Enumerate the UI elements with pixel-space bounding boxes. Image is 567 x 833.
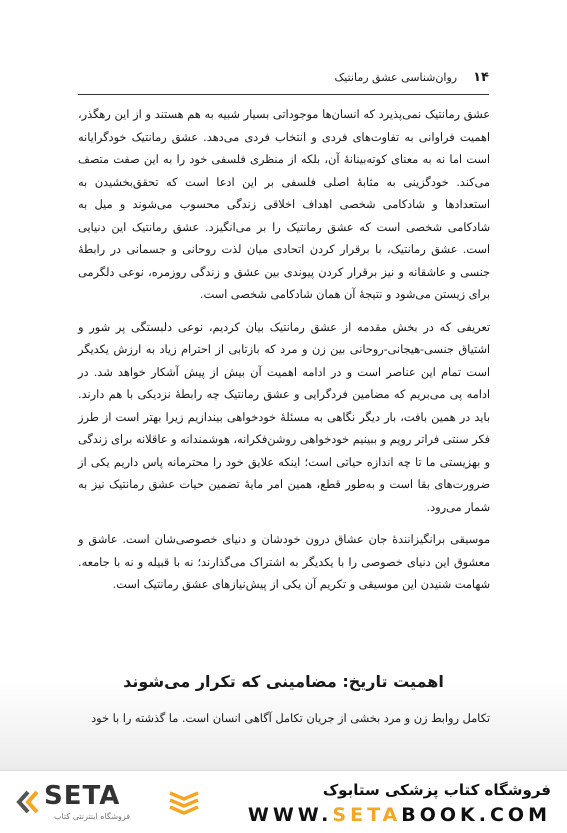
book-icon [166, 783, 202, 819]
header-rule [78, 94, 489, 95]
url-suffix: BOOK.COM [401, 804, 551, 826]
logo-wordmark: SETA [44, 781, 121, 811]
page-number: ۱۴ [473, 70, 489, 85]
store-url[interactable] [248, 804, 551, 826]
running-head [334, 70, 489, 85]
body-text [78, 104, 490, 607]
store-logo[interactable] [14, 781, 164, 825]
store-name: فروشگاه کتاب پزشکی ستابوک [322, 781, 551, 799]
url-highlight: SETA [332, 804, 402, 826]
store-footer [0, 770, 567, 833]
running-title: روان‌شناسی عشق رمانتیک [334, 71, 458, 84]
chevrons-icon [14, 789, 40, 815]
logo-subtitle: فروشگاه اینترنتی کتاب [54, 812, 131, 821]
paragraph-3: موسیقی برانگیزانندهٔ جان عشاق درون خودشان و دنیای خصوصی‌شان است. عاشق و معشوق این دنیای خصوصی را با یکدیگر به اشتراک می‌گذارند؛ نه با قبیله و نه با جامعه. شهامت شنیدن این موسیقی و تکریم آن یکی از پیش‌نیازهای عشق رمانتیک است. [78, 533, 490, 591]
section-first-line: تکامل روابط زن و مرد بخشی از جریان تکامل آگاهی انسان است. ما گذشته را با خود [91, 712, 490, 725]
section-heading: اهمیت تاریخ: مضامینی که تکرار می‌شوند [123, 672, 444, 691]
paragraph-1: عشق رمانتیک نمی‌پذیرد که انسان‌ها موجوداتی بسیار شبیه به هم هستند و از این رهگذر، اهمیت فراوانی به تفاوت‌های فردی و انتخاب فردی می‌دهد. عشق رمانتیک خودگرایانه است اما نه به معنای کوته‌بینانهٔ آن، بلکه از منظری فلسفی خود را به این صفت متصف می‌کند. خودگزینی به مثابهٔ اصلی فلسفی بر این ادعا است که تحقق‌بخشیدن به استعدادها و شادکامی شخصی اهداف اخلاقی زندگی محسوب می‌شوند و میل به شادکامی شخصی است که عشق رمانتیک را بر می‌انگیزد. عشق رمانتیک این دنیایی است. عشق رمانتیک، با برقرار کردن اتحادی میان لذت روحانی و جسمانی در رابطهٔ جنسی و عاشقانه و نیز برقرار کردن پیوندی بین عشق و زندگی روزمره، نوعی دلگرمی برای زیستن می‌شود و نتیجهٔ آن همان شادکامی شخصی است. [78, 108, 490, 301]
paragraph-2: تعریفی که در بخش مقدمه از عشق رمانتیک بیان کردیم، نوعی دلبستگی پر شور و اشتیاق جنسی-هیجانی-روحانی بین زن و مرد که بازتابی از احترام زیاد به ارزش یکدیگر است تمام این عناصر است و در ادامه اهمیت آن بیش از پیش آشکار خواهد شد. در ادامه پی می‌بریم که مضامین فردگرایی و عشق رمانتیک چه رابطهٔ نزدیکی با هم دارند. باید در همین بافت، بار دیگر نگاهی به مسئلهٔ خودخواهی بیندازیم زیرا بهتر است از طرز فکر سنتی فراتر رویم و ببینیم خودخواهی روشن‌فکرانه، هوشمندانه و عاقلانه برای زندگی و بهزیستی ما تا چه اندازه حیاتی است؛ اینکه علایق خود را محترمانه پاس داریم یکی از ضرورت‌های بقا است و بەطور قطع، همین امر مایهٔ تضمین حیات عشق رمانتیک نیز به شمار می‌رود. [78, 320, 490, 514]
url-prefix: WWW. [247, 804, 333, 826]
